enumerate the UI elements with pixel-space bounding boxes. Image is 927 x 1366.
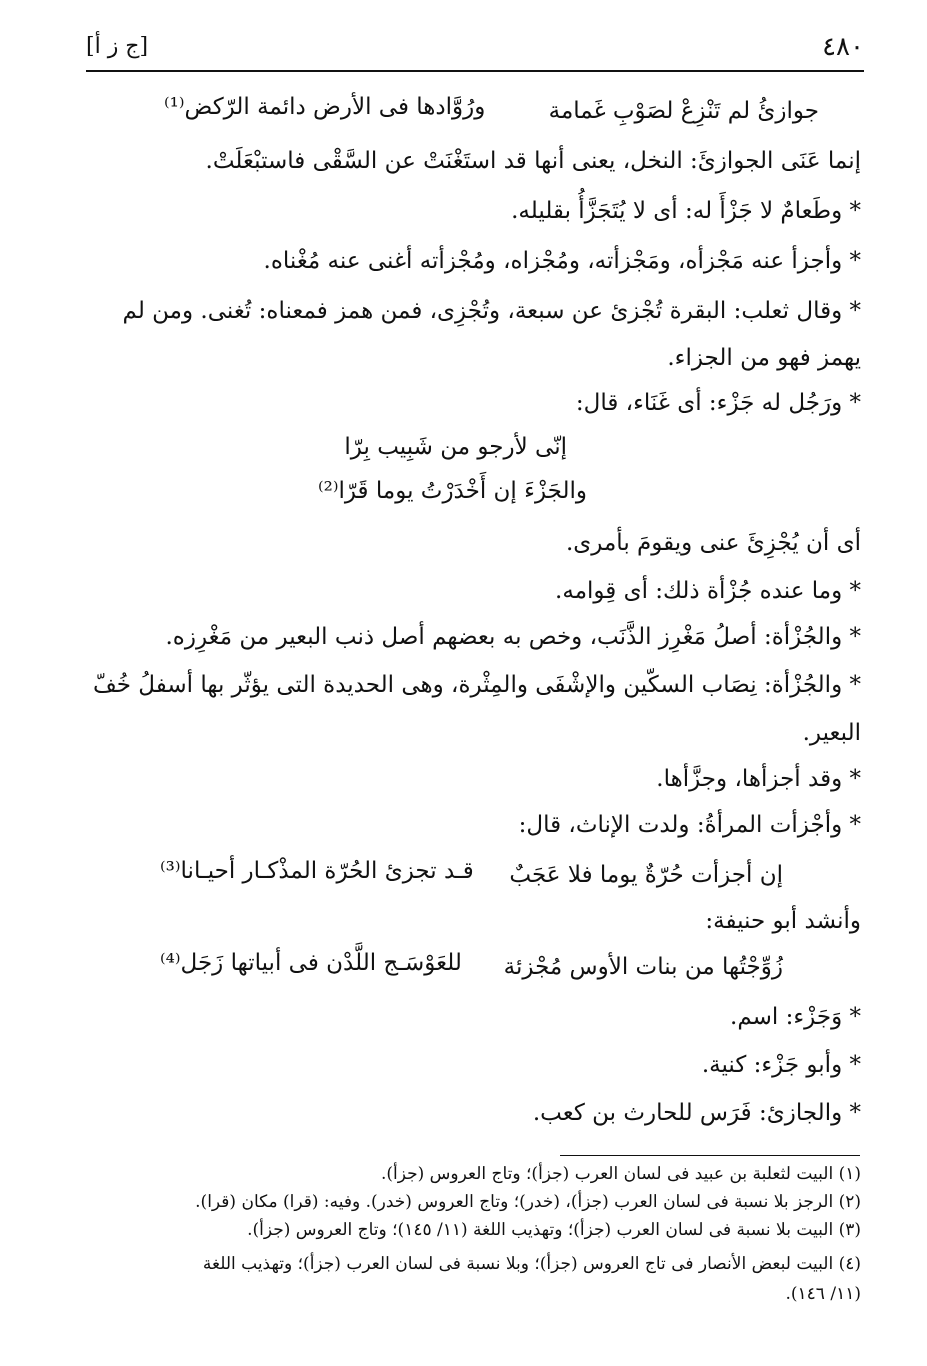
page-number: ٤٨٠ (822, 32, 864, 62)
text-line: * وأبو جَزْء: كنية. (701, 1052, 861, 1078)
verse-line: إنّى لأرجو من شَبِيب بِرّا (344, 434, 567, 460)
text-line: وأنشد أبو حنيفة: (705, 908, 861, 934)
verse-hemistich-left: قـد تجزئ الحُرّة المذْكـار أحيـانا⁽³⁾ (160, 858, 474, 884)
text-line: يهمز فهو من الجزاء. (667, 345, 861, 371)
verse-hemistich-right: إن أجزأت حُرّةٌ يوما فلا عَجَبٌ (509, 862, 783, 888)
footnote-divider (560, 1155, 860, 1156)
verse-hemistich-left: ورُوَّادها فى الأرض دائمة الرّكض⁽¹⁾ (164, 94, 486, 120)
text-line: * وقد أجزأها، وجزَّأها. (656, 766, 861, 792)
footnote: (١١/ ١٤٦). (785, 1284, 861, 1304)
footnote: (٢) الرجز بلا نسبة فى لسان العرب (جزأ)، (خدر)؛ وتاج العروس (خدر). وفيه: (قرا) مكان (قرا). (195, 1192, 861, 1212)
footnote: (٤) البيت لبعض الأنصار فى تاج العروس (جزأ)؛ وبلا نسبة فى لسان العرب (جزأ)؛ وتهذيب اللغة (202, 1254, 861, 1274)
text-line: البعير. (802, 720, 861, 746)
text-line: أى أن يُجْزِئَ عنى ويقومَ بأمرى. (565, 530, 861, 556)
text-line: * وما عنده جُزْأة ذلك: أى قِوامه. (555, 578, 861, 604)
text-line: * وقال ثعلب: البقرة تُجْزئ عن سبعة، وتُجْزِى، فمن همز فمعناه: تُغنى. ومن لم (122, 298, 861, 324)
text-line: * والجُزْأة: نِصَاب السكّين والإشْفَى والمِثْرة، وهى الحديدة التى يؤثّر بها أسفلُ خُفّ (92, 672, 861, 698)
text-line: * وأجْزأت المرأةُ: ولدت الإناث، قال: (518, 812, 861, 838)
verse-hemistich-right: زُوِّجْتُها من بنات الأوس مُجْزئة (503, 954, 783, 980)
page-header (86, 30, 864, 72)
text-line: * وطَعامٌ لا جَزْأَ له: أى لا يُتَجَزَّأُ بقليله. (511, 198, 861, 224)
text-line: * وَجَزْء: اسم. (730, 1004, 861, 1030)
footnote: (١) البيت لثعلبة بن عبيد فى لسان العرب (جزأ)؛ وتاج العروس (جزأ). (381, 1164, 861, 1184)
verse-hemistich-left: للعَوْسَـج اللَّدْن فى أبياتها زَجَل⁽⁴⁾ (160, 950, 462, 976)
verse-line: والجَزْءَ إن أَخْدَرْتُ يوما قَرّا⁽²⁾ (317, 478, 587, 504)
text-line: إنما عَنَى الجوازئَ: النخل، يعنى أنها قد استَغْنَتْ عن السَّقْى فاستبْعَلَتْ. (205, 148, 861, 174)
verse-hemistich-right: جوازئُ لم تَنْزِعْ لصَوْبِ غَمامة (548, 98, 819, 124)
text-line: * ورَجُل له جَزْء: أى غَنَاء، قال: (575, 390, 861, 416)
text-line: * والجازئ: فَرَس للحارث بن كعب. (532, 1100, 861, 1126)
text-line: * وأجزأ عنه مَجْزأه، ومَجْزأته، ومُجْزاه، ومُجْزأته أغنى عنه مُغْناه. (263, 248, 861, 274)
text-line: * والجُزْأة: أصلُ مَغْرِز الذَّنَب، وخص به بعضهم أصل ذنب البعير من مَغْرِزه. (165, 624, 861, 650)
section-tag: [ج ز أ] (86, 34, 149, 59)
footnote: (٣) البيت بلا نسبة فى لسان العرب (جزأ)؛ وتهذيب اللغة (١١/ ١٤٥)؛ وتاج العروس (جزأ). (247, 1220, 861, 1240)
